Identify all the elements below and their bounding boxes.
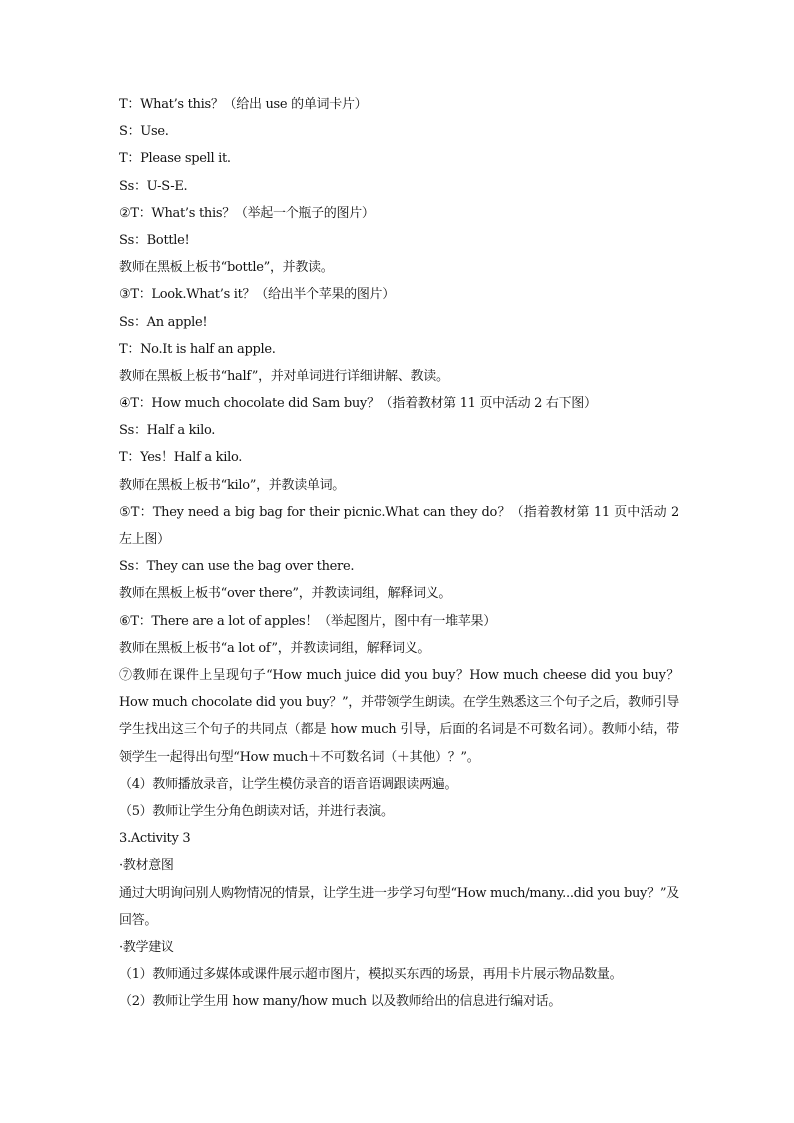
dialogue-line: ④T：How much chocolate did Sam buy？（指着教材第 11 页中活动 2 右下图）: [119, 396, 597, 412]
dialogue-line: Ss：They can use the bag over there.: [119, 559, 355, 575]
dialogue-line: ②T：What’s this？（举起一个瓶子的图片）: [119, 205, 375, 221]
instruction-line: 教师在黑板上板书“half”，并对单词进行详细讲解、教读。: [119, 368, 449, 384]
dialogue-line: T：No.It is half an apple.: [119, 341, 276, 357]
instruction-paragraph: ⑦教师在课件上呈现句子“How much juice did you buy？How much cheese did you buy？How much chocolate did you buy？”，并带领学生朗读。在学生熟悉这三个句子之后，教师引导学生找出这三个句子的共同点（都是 how much 引导，后面的名词是不可数名词）。教师小结，带领学生一起得出句型“How much＋不可数名词（＋其他）？”。: [119, 667, 679, 765]
dialogue-line: T：Please spell it.: [119, 151, 231, 167]
instruction-line: 教师在黑板上板书“over there”，并教读词组，解释词义。: [119, 586, 452, 602]
dialogue-line: T：Yes！Half a kilo.: [119, 450, 243, 466]
step-line: （1）教师通过多媒体或课件展示超市图片，模拟买东西的场景，再用卡片展示物品数量。: [119, 967, 623, 983]
document-body: [119, 91, 679, 1016]
dialogue-line: Ss：Bottle!: [119, 232, 190, 248]
subsection-heading: ·教材意图: [119, 858, 174, 874]
subsection-heading: ·教学建议: [119, 939, 174, 955]
dialogue-line: Ss：An apple!: [119, 314, 208, 330]
dialogue-line: ⑥T：There are a lot of apples！（举起图片，图中有一堆苹果）: [119, 613, 496, 629]
instruction-line: 教师在黑板上板书“bottle”，并教读。: [119, 260, 334, 276]
dialogue-line: ⑤T：They need a big bag for their picnic.What can they do？（指着教材第 11 页中活动 2 左上图）: [119, 504, 679, 548]
dialogue-line: Ss：Half a kilo.: [119, 423, 216, 439]
dialogue-line: ③T：Look.What’s it？（给出半个苹果的图片）: [119, 287, 395, 303]
dialogue-line: Ss：U-S-E.: [119, 178, 188, 194]
step-line: （5）教师让学生分角色朗读对话，并进行表演。: [119, 803, 394, 819]
step-line: （2）教师让学生用 how many/how much 以及教师给出的信息进行编对话。: [119, 994, 562, 1010]
dialogue-line: S：Use.: [119, 124, 169, 140]
step-line: （4）教师播放录音，让学生模仿录音的语音语调跟读两遍。: [119, 776, 458, 792]
section-heading: 3.Activity 3: [119, 831, 191, 847]
instruction-line: 教师在黑板上板书“a lot of”，并教读词组，解释词义。: [119, 640, 431, 656]
instruction-line: 教师在黑板上板书“kilo”，并教读单词。: [119, 477, 346, 493]
dialogue-line: T：What’s this？（给出 use 的单词卡片）: [119, 97, 368, 112]
intent-paragraph: 通过大明询问别人购物情况的情景，让学生进一步学习句型“How much/many...did you buy？”及回答。: [119, 885, 679, 928]
